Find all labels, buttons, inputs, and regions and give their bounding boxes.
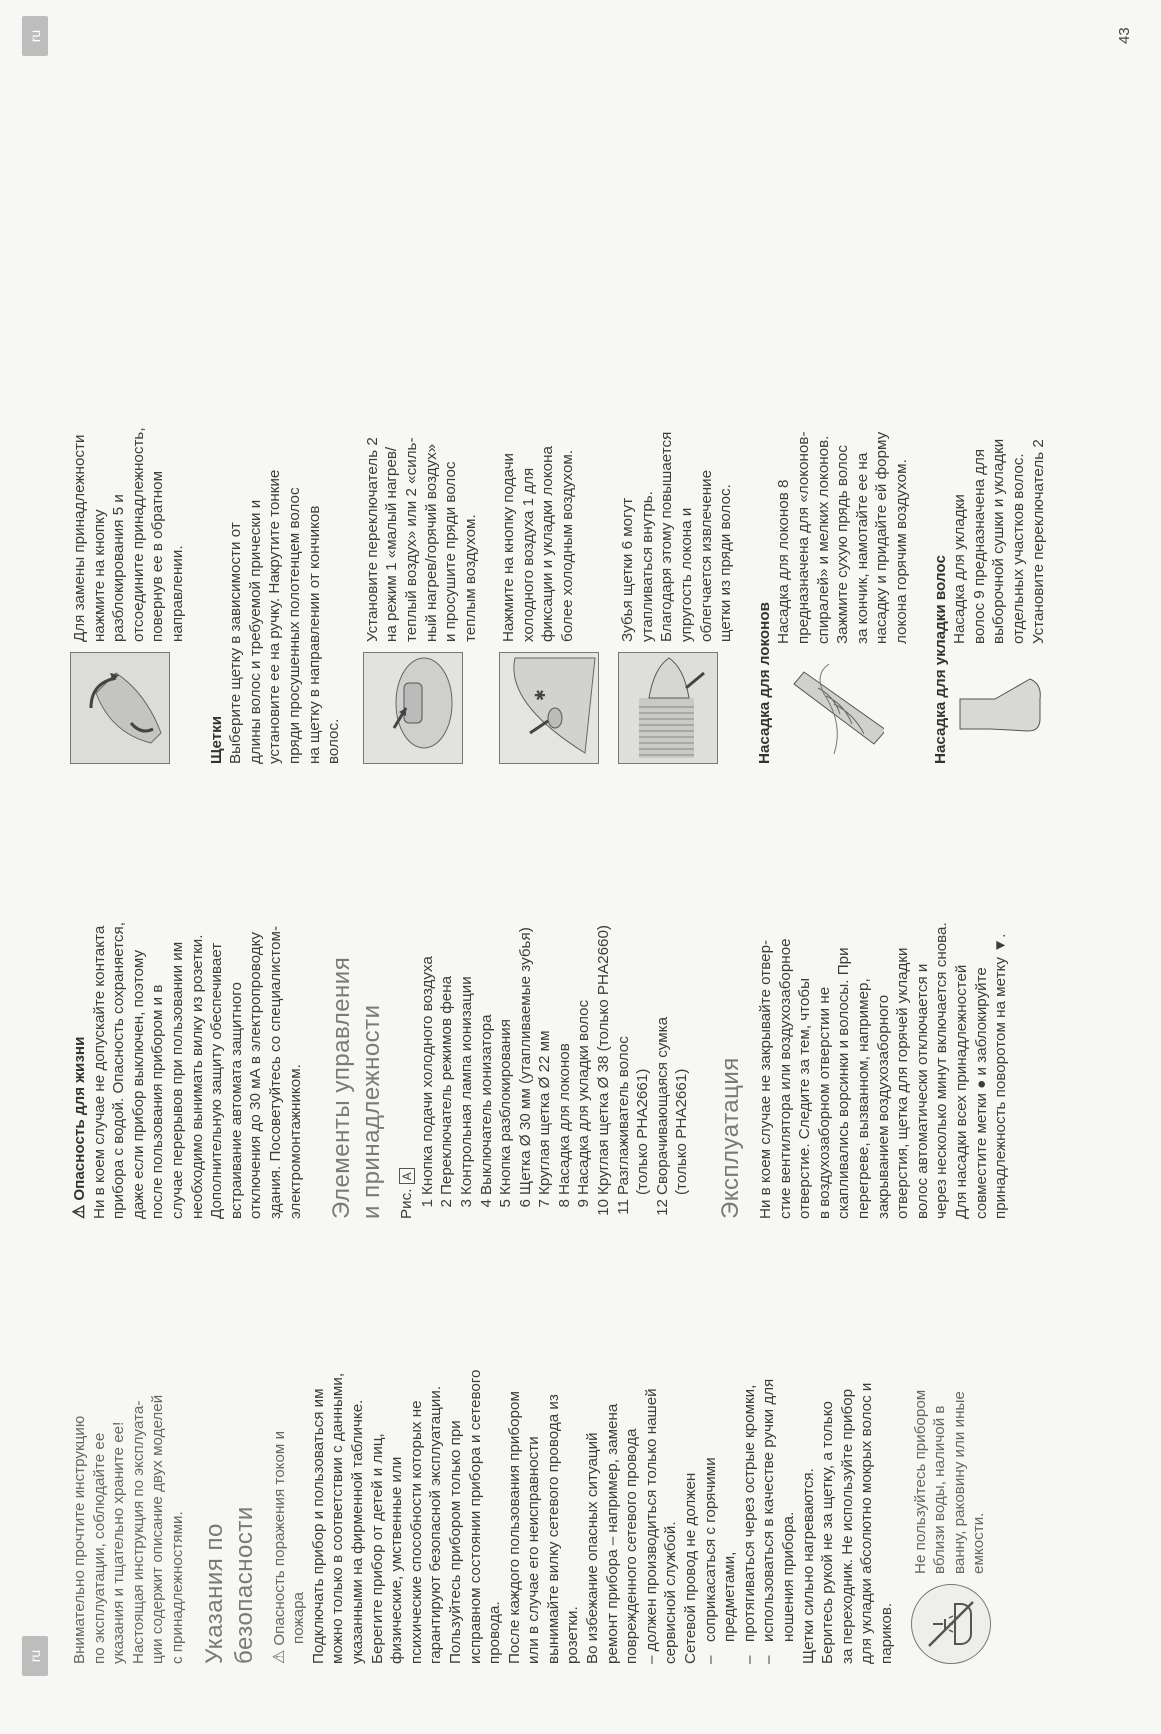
list-item: [672, 784, 692, 1219]
text-line: холодного воздуха 1 для: [519, 467, 537, 642]
text-line: перегреве, вызванном, например,: [855, 978, 872, 1219]
text-line: нажмите на кнопку: [90, 509, 108, 642]
styling-nozzle-illustration: [950, 654, 1050, 764]
text-line: спиралей» и мелких локонов.: [814, 435, 832, 644]
curling-attachment-illustration: [774, 654, 884, 764]
text-line: После каждого пользования прибором: [505, 1391, 523, 1664]
text-line: Сетевой провод не должен: [682, 1472, 700, 1664]
item-text: Сворачивающаяся сумка: [653, 1016, 671, 1195]
item-text: Насадка для укладки волос: [575, 999, 593, 1195]
list-item: [437, 784, 457, 1219]
text-line: совместите метки ● и заблокируйте: [972, 967, 990, 1219]
text-line: Выберите щетку в зависимости от: [227, 522, 245, 764]
text-line: париков.: [877, 1602, 895, 1664]
text-line: отверстия, щетка для горячей укладки: [894, 947, 912, 1219]
text-line: Для замены принадлежности: [71, 434, 88, 642]
list-item: [418, 784, 438, 1219]
title-text: Опасность для жизни: [71, 1036, 88, 1201]
list-item: [477, 784, 497, 1219]
safety-body: [309, 1244, 701, 1664]
text-line: выборочной сушки и укладки: [990, 438, 1008, 644]
text-line: ремонт прибора – например, замена: [603, 1403, 621, 1664]
styling-block: [950, 334, 1050, 764]
item-text: Контрольная лампа ионизации: [457, 976, 475, 1195]
text-line: или в случае его неисправности: [525, 1436, 543, 1664]
text-line: электромонтажником.: [286, 1064, 304, 1219]
text-line: направлении.: [168, 545, 186, 642]
figure-label: Рис.: [398, 1184, 416, 1219]
item-number: 8: [555, 1199, 573, 1208]
cord-rule-3: [759, 1244, 798, 1664]
text-line: провода.: [486, 1601, 504, 1664]
item-number: 5: [497, 1199, 515, 1208]
list-item: [594, 784, 614, 1219]
page-number: 43: [1116, 27, 1133, 44]
text-line: ношения прибора.: [780, 1511, 797, 1642]
text-line: и просушите пряди волос: [442, 461, 460, 642]
text-line: вынимайте вилку сетевого провода из: [544, 1394, 562, 1664]
text-line: пряди просушенных полотенцем волос: [285, 487, 303, 764]
item-number: 10: [595, 1199, 613, 1216]
text-line: волос автоматически отключается и: [913, 963, 931, 1219]
text-line: – соприкасаться с горячими: [701, 1457, 719, 1642]
heading-line: и принадлежности: [358, 1004, 386, 1219]
svg-text:✱: ✱: [532, 689, 549, 701]
item-text: Кнопка подачи холодного воздуха: [418, 956, 436, 1195]
text-line: Ни в коем случае не допускайте контакта: [90, 925, 108, 1219]
item-text: Разглаживатель волос: [614, 1036, 632, 1195]
item-text: Переключатель режимов фена: [438, 975, 456, 1195]
column-1: [70, 1244, 991, 1664]
item-text: Круглая щетка Ø 22 мм: [536, 1030, 554, 1195]
life-danger-title: [70, 784, 90, 1219]
bath-warning: [911, 1244, 991, 1664]
text-line: с принадлежностями.: [168, 1511, 186, 1664]
item-number: 11: [614, 1199, 632, 1215]
list-item: [457, 784, 477, 1219]
text-line: Установите переключатель 2: [1029, 439, 1047, 644]
text-line: ванну, раковину или иные: [950, 1391, 968, 1574]
text-line: Щетки сильно нагреваются.: [799, 1468, 817, 1664]
warning-icon: ⚠: [270, 1649, 288, 1664]
language-tab-left: ru: [22, 1636, 48, 1676]
list-item: [633, 784, 653, 1219]
list-item: [614, 784, 634, 1219]
text-line: даже если прибор выключен, поэтому: [129, 949, 147, 1219]
text-line: Насадка для локонов 8: [775, 479, 793, 644]
text-line: Нажмите на кнопку подачи: [500, 452, 518, 642]
text-line: ции содержит описание двух моделей: [149, 1394, 167, 1664]
brush-heat-note: [799, 1244, 897, 1664]
text-line: указания и тщательно храните ее!: [110, 1421, 128, 1664]
text-line: Во избежание опасных ситуаций: [584, 1432, 602, 1664]
text-line: закрыванием воздухозаборного: [874, 994, 892, 1219]
text-line: принадлежность поворотом на метку ▼.: [992, 933, 1010, 1219]
text-line: – использоваться в качестве ручки для: [760, 1378, 778, 1642]
text-line: на режим 1 «малый нагрев/: [383, 446, 401, 642]
text-line: предназначена для «локонов-: [795, 431, 813, 644]
text-line: Зубья щетки 6 могут: [619, 497, 637, 642]
release-button-illustration: [70, 652, 170, 764]
text-line: здания. Посоветуйтесь со специалистом-: [266, 925, 284, 1219]
text-line: Подключать прибор и пользоваться им: [309, 1388, 327, 1664]
text-line: после пользования прибором и в: [149, 984, 167, 1219]
text-line: исправном состоянии прибора и сетевого: [466, 1369, 484, 1664]
text-line: – должен производиться только нашей: [642, 1388, 660, 1664]
text-line: гарантируют безопасной эксплуатации.: [427, 1385, 445, 1664]
text-line: Зажмите сухую прядь волос: [834, 445, 852, 644]
text-line: Настоящая инструкция по эксплуата-: [129, 1400, 147, 1664]
item-text: (только PHA2661): [673, 1068, 691, 1195]
column-2: [70, 784, 1011, 1219]
text-line: отдельных участков волос.: [1009, 453, 1027, 644]
text-line: – протягиваться через острые кромки,: [740, 1384, 758, 1642]
text-line: насадку и придайте ей форму: [873, 431, 891, 644]
text-line: случае перерывов при пользовании им: [168, 941, 186, 1219]
text-line: Насадка для укладки: [951, 494, 969, 644]
text-line: вблизи воды, наличой в: [931, 1405, 949, 1574]
mode-switch-illustration: [363, 652, 463, 764]
item-text: Круглая щетка Ø 38 (только PHA2660): [595, 925, 613, 1195]
text-line: разблокирования 5 и: [110, 494, 128, 642]
text-line: установите ее на ручку. Накрутите тонкие: [266, 469, 284, 764]
item-number: 12: [653, 1199, 671, 1216]
text-line: отверстие. Следите за тем, чтобы: [796, 977, 814, 1219]
text-line: встраивание автомата защитного: [227, 982, 245, 1219]
styling-title: Насадка для укладки волос: [931, 555, 949, 764]
text-line: Не пользуйтесь прибором: [911, 1389, 929, 1574]
text-line: Опасность поражения током и: [270, 1430, 288, 1646]
text-line: фиксации и укладки локона: [539, 446, 557, 642]
text-line: длины волос и требуемой прически и: [246, 499, 264, 764]
list-item: [653, 784, 673, 1219]
item-text: Выключатель ионизатора: [477, 1014, 495, 1195]
text-line: волос.: [325, 718, 343, 764]
item-text: Насадка для локонов: [555, 1043, 573, 1195]
figure-reference: [397, 784, 418, 1219]
list-item: [535, 784, 555, 1219]
brushes-title: Щетки: [207, 715, 225, 764]
figure-letter-box: A: [399, 1168, 415, 1184]
safety-heading: [200, 1244, 260, 1664]
curls-title: Насадка для локонов: [755, 602, 773, 764]
heading-line: Элементы управления: [328, 956, 356, 1219]
item-number: 2: [438, 1199, 456, 1208]
shock-warning: [270, 1244, 309, 1664]
text-line: для укладки абсолютно мокрых волос и: [858, 1382, 876, 1664]
text-line: розетки.: [564, 1606, 582, 1664]
item-number: 7: [536, 1199, 554, 1208]
text-line: утапливаться внутрь.: [638, 491, 656, 642]
text-line: отсоедините принадлежность,: [129, 427, 147, 642]
text-line: Внимательно прочтите инструкцию: [71, 1415, 88, 1664]
text-line: за кончик, намотайте ее на: [853, 452, 871, 644]
text-line: Благодаря этому повышается: [658, 431, 676, 642]
text-line: отключения до 30 мА в электропроводку: [247, 932, 265, 1219]
item-number: 3: [457, 1199, 475, 1208]
text-line: Беритесь рукой не за щетку, а только: [819, 1401, 837, 1664]
cord-rule-2: [740, 1244, 760, 1664]
no-bath-icon: [911, 1584, 991, 1664]
text-line: Ни в коем случае не закрывайте отвер-: [757, 939, 775, 1219]
text-line: за переходник. Не используйте прибор: [838, 1388, 856, 1664]
list-item: [516, 784, 536, 1219]
controls-heading: [327, 784, 387, 1219]
heading-line: Указания по: [200, 1523, 228, 1664]
text-line: ный нагрев/горячий воздух»: [422, 443, 440, 642]
text-line: более холодным воздухом.: [559, 449, 577, 642]
text-line: емкости.: [970, 1512, 988, 1574]
item-number: 4: [477, 1199, 495, 1208]
item-number: 9: [575, 1199, 593, 1208]
text-line: сервисной службой.: [662, 1521, 680, 1664]
item-text: Щетка Ø 30 мм (утапливаемые зубья): [516, 927, 534, 1195]
text-line: облегчается извлечение: [697, 469, 715, 642]
brushes-text: [226, 334, 344, 764]
text-line: физические, умственные или: [388, 1456, 406, 1664]
cold-air-block: [499, 334, 599, 764]
list-item: [496, 784, 516, 1219]
cold-air-button-illustration: [499, 652, 599, 764]
text-line: Пользуйтесь прибором только при: [446, 1420, 464, 1664]
text-line: локона горячим воздухом.: [893, 459, 910, 644]
retractable-teeth-block: [618, 334, 736, 764]
operation-text: [756, 784, 1011, 1219]
text-line: можно только в соответствии с данными,: [329, 1372, 347, 1664]
text-line: Берегите прибор от детей и лиц,: [368, 1433, 386, 1664]
text-line: щетки из пряди волос.: [717, 484, 735, 642]
text-line: психические способности которых не: [407, 1400, 425, 1664]
text-line: теплый воздух» или 2 «силь-: [402, 437, 420, 642]
text-line: прибора с водой. Опасность сохраняется,: [110, 922, 128, 1219]
brush-teeth-illustration: [618, 652, 718, 764]
list-item: [574, 784, 594, 1219]
cord-rule-1: [701, 1244, 740, 1664]
text-line: предметами,: [721, 1551, 739, 1642]
column-3: [70, 334, 1050, 764]
text-line: скапливались ворсинки и волосы. При: [835, 947, 853, 1219]
text-line: повернув ее в обратном: [149, 470, 167, 642]
text-line: пожара: [290, 1592, 308, 1644]
text-line: указанными на фирменной табличке.: [348, 1399, 366, 1664]
item-text: Кнопка разблокирования: [497, 1018, 515, 1195]
text-line: упругость локона и: [678, 507, 696, 642]
text-line: Для насадки всех принадлежностей: [952, 964, 970, 1219]
item-number: 6: [516, 1199, 534, 1208]
life-danger-text: [90, 784, 306, 1219]
text-line: волос 9 предназначена для: [970, 448, 988, 644]
parts-list: [418, 784, 692, 1219]
text-line: необходимо вынимать вилку из розетки.: [188, 934, 206, 1219]
text-line: через несколько минут включается снова.: [933, 922, 951, 1219]
text-line: теплым воздухом.: [461, 514, 479, 642]
item-text: (только PHA2661): [634, 1068, 652, 1195]
text-line: Установите переключатель 2: [363, 437, 381, 642]
list-item: [555, 784, 575, 1219]
replace-accessory-block: [70, 334, 188, 764]
curls-block: [774, 334, 911, 764]
warning-icon: ⚠: [71, 1204, 88, 1219]
text-line: на щетку в направлении от кончиков: [305, 505, 323, 764]
operation-heading: Эксплуатация: [717, 1057, 745, 1219]
language-tab-right: ru: [22, 16, 48, 56]
text-line: в воздухозаборном отверстии не: [815, 986, 833, 1219]
switch-block: [363, 334, 481, 764]
text-line: стие вентилятора или воздухозаборное: [776, 938, 794, 1219]
item-number: 1: [418, 1199, 436, 1208]
heading-line: безопасности: [230, 1506, 258, 1664]
text-line: поврежденного сетевого провода: [623, 1428, 641, 1664]
text-line: Дополнительную защиту обеспечивает: [208, 942, 226, 1219]
intro-paragraph: [70, 1244, 188, 1664]
text-line: по эксплуатации, соблюдайте ее: [90, 1432, 108, 1664]
